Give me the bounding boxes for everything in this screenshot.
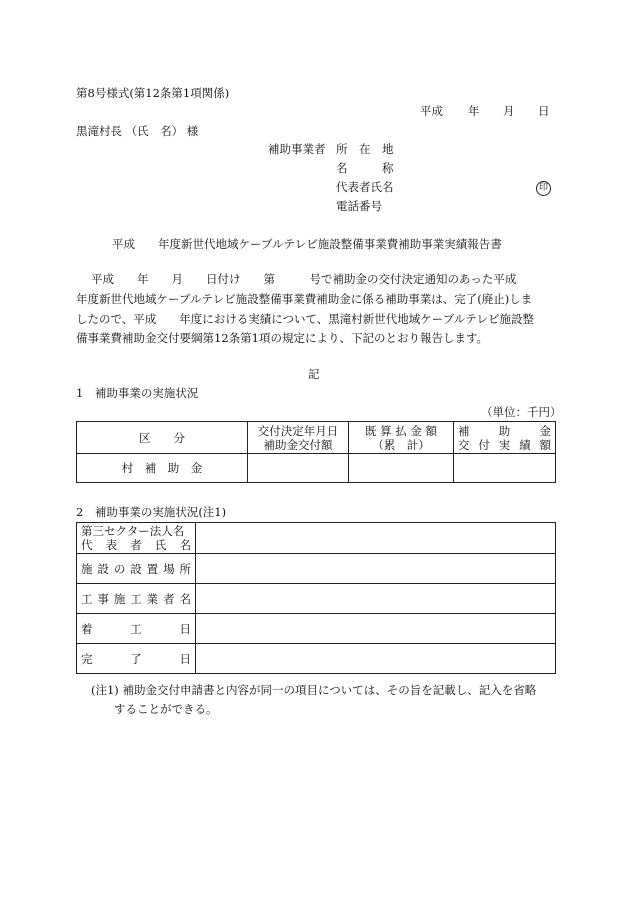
status-value-contractor[interactable] (196, 584, 556, 614)
header-paid-line2: （累 計） (372, 437, 430, 452)
results-header-row (77, 422, 556, 454)
body-line-2: 年度新世代地域ケーブルテレビ施設整備事業費補助金に係る補助事業は、完了(廃止)しま (76, 292, 533, 306)
date-era: 平成 (420, 104, 443, 118)
status-label-contractor: 工 事 施 工 業 者 名 (77, 584, 196, 614)
cell-paid-amount[interactable] (349, 454, 454, 483)
body-line-1: 平成 年 月 日付け 第 号で補助金の交付決定通知のあった平成 (91, 272, 517, 286)
applicant-label: 補助事業者 (268, 142, 326, 156)
header-actual (454, 422, 556, 454)
section1-heading: 1 補助事業の実施状況 (76, 386, 199, 400)
status-label-location: 施 設 の 設 置 場 所 (77, 554, 196, 584)
header-paid-line1: 既 算 払 金 額 (364, 423, 438, 438)
body-line-3: したので、平成 年度における実績について、黒滝村新世代地域ケーブルテレビ施設整 (76, 312, 535, 326)
status-label-start-date: 着 工 日 (77, 614, 196, 644)
cell-actual-amount[interactable] (454, 454, 556, 483)
status-row (77, 614, 556, 644)
note-line-2: することができる。 (114, 702, 218, 716)
row-label-village-subsidy: 村 補 助 金 (77, 454, 248, 483)
status-row (77, 554, 556, 584)
results-table (76, 421, 556, 483)
status-value-location[interactable] (196, 554, 556, 584)
status-value-corporation[interactable] (196, 523, 556, 554)
addressee: 黒滝村長 （氏 名） 様 (76, 124, 199, 138)
seal-icon: 印 (536, 181, 551, 196)
status-row (77, 644, 556, 674)
date-day: 日 (538, 104, 550, 118)
applicant-address-label: 所 在 地 (336, 142, 394, 156)
header-decision-line1: 交付決定年月日 (257, 423, 339, 438)
header-actual-line2: 交 付 実 績 額 (458, 437, 551, 452)
cell-decision-amount[interactable] (248, 454, 349, 483)
date-month: 月 (503, 104, 515, 118)
section2-heading: 2 補助事業の実施状況(注1) (76, 505, 227, 519)
unit-label: （単位：千円） (481, 405, 562, 419)
status-row (77, 523, 556, 554)
ki-heading: 記 (308, 367, 320, 381)
status-row (77, 584, 556, 614)
applicant-representative-label: 代表者氏名 (336, 180, 394, 194)
date-year: 年 (468, 104, 480, 118)
results-data-row (77, 454, 556, 483)
applicant-name-label: 名 称 (336, 161, 394, 175)
status-label-corporation: 第三セクター法人名 代 表 者 氏 名 (77, 523, 196, 554)
note-line-1: (注1) 補助金交付申請書と内容が同一の項目については、その旨を記載し、記入を省略 (91, 683, 537, 697)
header-paid (349, 422, 454, 454)
status-value-start-date[interactable] (196, 614, 556, 644)
report-title: 平成 年度新世代地域ケーブルテレビ施設整備事業費補助事業実績報告書 (112, 237, 502, 251)
status-label-completion-date: 完 了 日 (77, 644, 196, 674)
body-line-4: 備事業費補助金交付要綱第12条第1項の規定により、下記のとおり報告します。 (76, 331, 489, 345)
header-decision (248, 422, 349, 454)
form-number: 第8号様式(第12条第1項関係) (76, 86, 230, 100)
seal-mark (536, 179, 551, 196)
status-value-completion-date[interactable] (196, 644, 556, 674)
header-actual-line1: 補 助 金 (458, 423, 551, 438)
header-category: 区 分 (77, 422, 248, 454)
applicant-phone-label: 電話番号 (336, 199, 382, 213)
status-table (76, 522, 556, 674)
header-decision-line2: 補助金交付額 (263, 437, 333, 452)
